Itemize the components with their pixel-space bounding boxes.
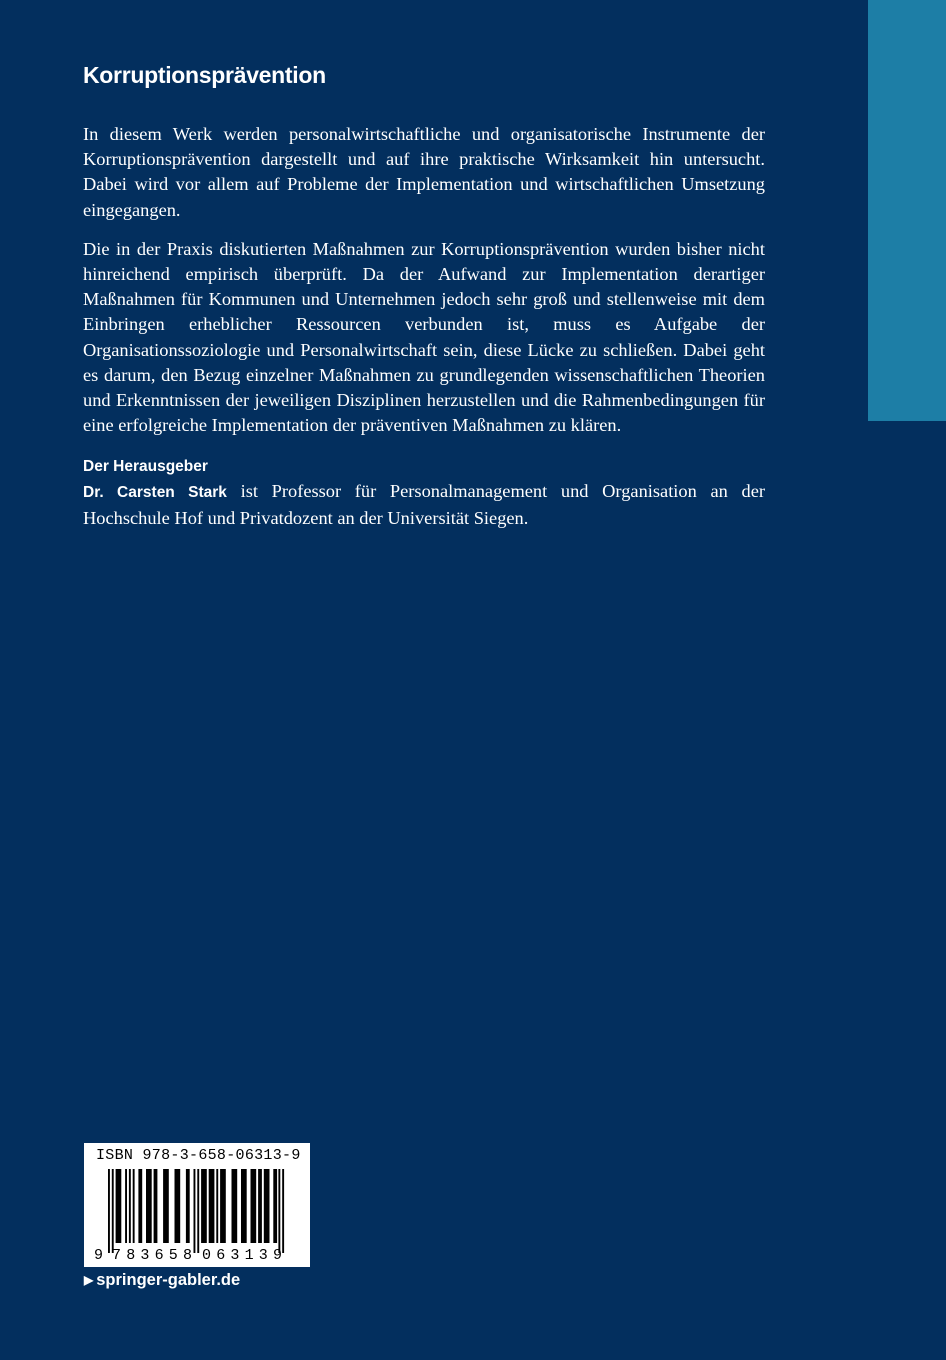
description-paragraph-2: Die in der Praxis diskutierten Maßnahmen zur Korruptionsprävention wurden bisher nicht hinreichend empirisch überprüft. Da der Aufwand zur Implementation derartiger Maßnahmen für Kommunen und Unternehmen jedoch sehr groß und stellenweise mit dem Einbringen erheblicher Ressourcen verbunden ist, muss es Aufgabe der Organisationssoziologie und Personalwirtschaft sein, diese Lücke zu schließen. Dabei geht es darum, den Bezug einzelner Maßnahmen zu grundlegenden wissenschaftlichen Theorien und Erkenntnissen der jeweiligen Disziplinen herzustellen und die Rahmenbedingungen für eine erfolgreiche Implementation der präventiven Maßnahmen zu klären.: [83, 238, 765, 436]
book-title: Korruptionsprävention: [83, 62, 326, 88]
back-cover-text: [83, 58, 765, 531]
barcode-digit-first: 9: [94, 1247, 104, 1264]
isbn-number: ISBN 978-3-658-06313-9: [96, 1147, 301, 1164]
accent-color-bar: [868, 0, 946, 421]
barcode-digits-left: 783658: [112, 1247, 192, 1264]
isbn-barcode: [84, 1143, 310, 1267]
editor-bio: [83, 479, 765, 530]
editor-heading: Der Herausgeber: [83, 458, 208, 476]
description-paragraph-1: In diesem Werk werden personalwirtschaftliche und organisatorische Instrumente der Korruptionsprävention dargestellt und auf ihre praktische Wirksamkeit hin untersucht. Dabei wird vor allem auf Probleme der Implementation und wirtschaftlichen Umsetzung eingegangen.: [83, 124, 765, 220]
editor-name: Dr. Carsten Stark: [83, 484, 227, 502]
barcode-digits-right: 063139: [202, 1247, 282, 1264]
triangle-right-icon: ▶: [84, 1273, 94, 1287]
website-url: springer-gabler.de: [96, 1271, 241, 1289]
publisher-website[interactable]: [84, 1271, 240, 1290]
editor-bio-text: ist Professor für Personalmanagement und Organisation an der Hochschule Hof und Privatdozent an der Universität Siegen.: [83, 481, 765, 528]
